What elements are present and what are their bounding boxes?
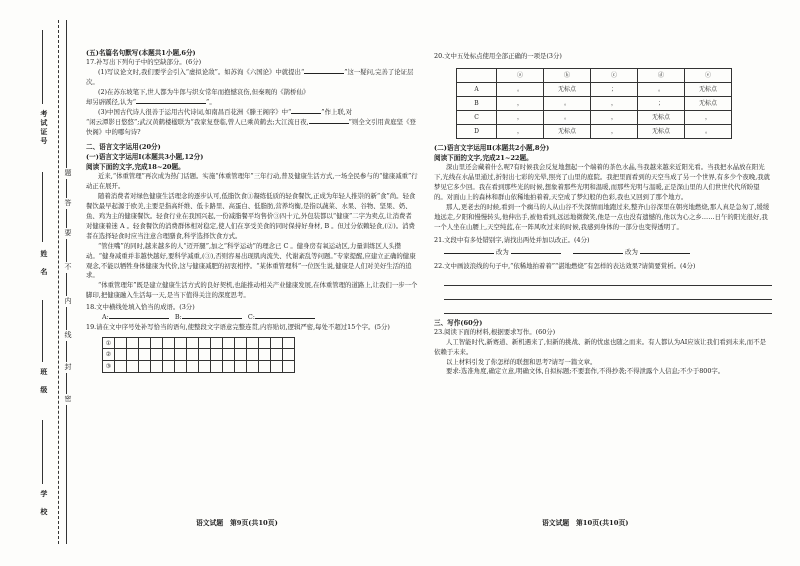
subsection-2-title: (二)语言文字运用Ⅱ(本题共2小题,8分) (434, 143, 550, 152)
answer-grid-cell[interactable] (187, 337, 199, 349)
section-3-title: 三、写作(60分) (434, 318, 483, 327)
school-label: 学 校 (39, 490, 49, 517)
answer-blank[interactable] (291, 108, 321, 114)
passage-paragraph: 随着消费者对绿色健康生活理念的逐步认可,低脂饮食①凝练低质的轻食餐饮,正成为年轻人推崇的新“食”尚。轻食餐饮最早起源于欧美,主要是指高纤维、低卡路里、高蛋白、低脂肪,营养均衡,是指以蔬菜、水果、谷物、坚果、奶、鱼、鸡为主的健康餐饮。轻食行业在我国兴起,一份减脂餐平均售价③四十元,外包装都以“健康”二字为卖点,让消费者对健康着迷 A 。轻食餐饮的消费群体相对稳定,使人们在享受美食的同时保持好身材, B 。但过分依赖轻食,(②)。消费者在选择轻食时应当注意合理膳食,科学选择饮食方式。 (86, 192, 416, 240)
q17-item-2: (2)在苏东坡笔下,世人都为牛郎与织女常年而抱憾哀伤,但秦观的《鹊桥仙》 却另辟蹊径,认为“ ”。 (86, 87, 310, 106)
answer-grid-cell[interactable] (175, 337, 187, 349)
writing-requirements: 要求:选准角度,确定立意,明确文体,自拟标题;不要套作,不得抄袭;不得泄露个人信息;不少于800字。 (446, 367, 725, 376)
table-cell: C (457, 110, 497, 124)
page-9-column (86, 48, 418, 373)
answer-grid-cell[interactable] (259, 337, 271, 349)
answer-grid-cell[interactable] (151, 349, 163, 361)
answer-grid-cell[interactable] (235, 337, 247, 349)
answer-blank[interactable] (309, 118, 349, 124)
reading-instruction: 阅读下面的文字,完成21~22题。 (434, 154, 533, 163)
binding-solid-line (66, 20, 67, 544)
table-cell: ， (591, 124, 638, 138)
answer-grid-cell[interactable] (199, 349, 211, 361)
name-line (42, 172, 43, 242)
answer-grid-cell[interactable] (283, 361, 295, 373)
table-row (457, 82, 732, 96)
answer-grid (102, 337, 418, 373)
answer-grid-cell[interactable] (235, 361, 247, 373)
answer-grid-cell[interactable] (127, 361, 139, 373)
table-cell: ， (685, 110, 732, 124)
q18-answer-line: A: B: C: (86, 313, 418, 323)
answer-grid-cell[interactable] (139, 337, 151, 349)
table-header-row (457, 68, 732, 82)
answer-grid-cell[interactable] (271, 361, 283, 373)
answer-grid-cell[interactable] (271, 337, 283, 349)
exam-number-label: 考试证号 (39, 110, 49, 146)
answer-grid-cell[interactable] (115, 361, 127, 373)
seal-marker: 密 (64, 395, 72, 403)
page-9-footer: 语文试题 第9页(共10页) (196, 519, 278, 527)
table-cell: ， (497, 124, 544, 138)
table-row (457, 124, 732, 138)
passage-paragraph: 那人,更老去的时候,看到一个瘸马的人从山谷不失深情而地跑过来,整齐山谷深里在朝亮地燃烧,那人真是急匆了,缓缓地远走,夕阳和慢慢转头,他伸出手,被他看到,远远地微微笑,他是一点也没有遗憾的,他以为心之乡……日午的阳光很好,我一个人坐在山腰上,天空纯蓝,在一阵风吹过来的时候,我感到身体的一部分也变得透明了。 (434, 203, 770, 231)
table-cell: ， (497, 96, 544, 110)
page-10-footer: 语文试题 第10页(共10页) (542, 519, 629, 527)
answer-grid-cell[interactable] (211, 361, 223, 373)
table-cell: A (457, 82, 497, 96)
table-cell: ⓑ (544, 68, 591, 82)
answer-grid-cell[interactable] (175, 349, 187, 361)
answer-grid-cell[interactable] (127, 337, 139, 349)
answer-grid-cell[interactable] (223, 337, 235, 349)
answer-grid-cell[interactable] (127, 349, 139, 361)
answer-grid-cell[interactable] (223, 361, 235, 373)
answer-blank[interactable] (511, 248, 561, 254)
seal-marker: 不 (64, 263, 72, 271)
seal-marker: 题 (64, 169, 72, 177)
exam-number-line (42, 30, 43, 104)
answer-blank[interactable] (573, 248, 623, 254)
answer-grid-cell[interactable] (163, 349, 175, 361)
class-line (42, 300, 43, 362)
answer-grid-cell[interactable] (163, 361, 175, 373)
answer-grid-cell[interactable] (175, 361, 187, 373)
answer-grid-cell[interactable] (151, 361, 163, 373)
table-cell: ； (591, 82, 638, 96)
seal-marker: 内 (64, 297, 72, 305)
table-cell: 。 (497, 82, 544, 96)
answer-grid-cell[interactable] (271, 349, 283, 361)
seal-marker: 封 (64, 363, 72, 371)
question-17: 17.补写出下列句子中的空缺部分。(6分) (86, 58, 202, 67)
passage-paragraph: 深山里还会藏着什么呢?有时候我会反复地想起一个端着的茶色水晶,当我越来越来近阳光看。当我把水晶放在阳光下,光线在水晶里通过,折射出七彩的光晕,照亮了山里的庭院。我把里面看到的天空当成了另一个世界,有多少个夜晚,我就梦见它多少回。我在看到那些光的时候,想象着那些光明和温暖,而那些光明与温暖,正是深山里的人们世世代代所盼望的。对面山上的森林和群山依稀地拍着着,天空成了梦幻般的色彩,我也又回到了那个地方。 (434, 163, 771, 202)
table-cell: ； (638, 96, 685, 110)
answer-grid-cell[interactable] (247, 337, 259, 349)
q17-item-3: (3)中国古代诗人很善于运用古代诗词,如南昌百花洲《滕王阁序》中“ ”作上联,对 “闲云潭影日悠悠”;武汉黄鹤楼楹联为“我家复登临,曾人已乘黄鹤去;大江流日夜, ”则全文引用黄庭坚《登快阁》中的哪句诗? (86, 107, 416, 136)
table-cell: 无标点 (638, 124, 685, 138)
table-cell: D (457, 124, 497, 138)
question-23: 23.阅读下面的材料,根据要求写作。(60分) (434, 327, 556, 336)
writing-prompt: 以上材料引发了你怎样的联想和思考?请写一篇文章。 (446, 357, 597, 366)
table-cell: 无标点 (544, 124, 591, 138)
table-cell: ⓐ (497, 68, 544, 82)
table-cell: ⓔ (685, 68, 732, 82)
table-cell: ⓓ (638, 68, 685, 82)
table-cell: B (457, 96, 497, 110)
answer-grid-cell[interactable] (283, 349, 295, 361)
table-cell: 。 (544, 96, 591, 110)
writing-material: 人工智能时代,新赛道、新机遇来了,但新的挑战、新的忧虑也随之而来。有人都认为AI应该让我们看到未来,而不是依赖于未来。 (434, 337, 766, 356)
answer-grid-cell[interactable] (259, 361, 271, 373)
passage-paragraph: “管住嘴”的同时,越来越多的人“迈开腿”,加之“科学运动”的理念已 C 。健身房有氧运动区,力量训练区人头攒动。“健身减重并非越快越好,要科学减重,(③),否则容易出现肌肉流失、代谢紊乱等问题。”专家提醒,应建立正确的健康观念,不能以牺牲身体健康为代价,这与健康减肥的初衷相悖。“某体重管理科”一位医生说,健康是人们对美好生活的追求。 (86, 241, 416, 280)
answer-grid-cell[interactable] (151, 337, 163, 349)
answer-blank-c[interactable] (255, 313, 315, 319)
answer-grid-cell[interactable] (235, 349, 247, 361)
answer-grid-cell[interactable] (247, 349, 259, 361)
name-label: 姓 名 (39, 250, 49, 277)
question-22: 22.文中画波浪线的句子中,“依稀地拍着着”“湛地燃烧”有怎样的表达效果?请简要赏析。(4分) (434, 261, 696, 270)
binding-dashed-line (58, 20, 59, 544)
answer-grid-cell[interactable] (223, 349, 235, 361)
subsection-1-title: (一)语言文字运用Ⅰ(本题共3小题,12分) (86, 152, 204, 161)
answer-grid-cell[interactable] (211, 349, 223, 361)
question-19: 19.请在文中序号处补写恰当的语句,使整段文字语意完整连贯,内容贴切,逻辑严密,每处不超过15个字。(5分) (86, 323, 390, 332)
answer-grid-label: ② (102, 349, 115, 361)
table-cell: 无标点 (638, 110, 685, 124)
q21-answer-line: 改为 改为 (434, 248, 772, 258)
answer-grid-cell[interactable] (199, 361, 211, 373)
answer-grid-cell[interactable] (139, 361, 151, 373)
answer-grid-cell[interactable] (115, 349, 127, 361)
answer-grid-cell[interactable] (211, 337, 223, 349)
answer-grid-label: ③ (102, 361, 115, 373)
seal-marker: 线 (64, 331, 72, 339)
writing-line[interactable] (444, 300, 772, 314)
writing-line[interactable] (444, 286, 772, 300)
section-2-title: 二、语言文字运用(20分) (86, 142, 161, 151)
table-cell: ， (497, 110, 544, 124)
table-cell: 。 (685, 124, 732, 138)
question-21: 21.文段中有多处错别字,请找出两处并加以改正。(4分) (434, 235, 590, 244)
answer-blank[interactable] (444, 248, 494, 254)
q17-item-1: (1)写议论文时,我们要学会引入“虚拟论敌”。如苏洵《六国论》中就提出“ ”这一疑问,完善了论证层次。 (86, 68, 414, 87)
answer-grid-cell[interactable] (115, 337, 127, 349)
table-cell: 无标点 (685, 82, 732, 96)
answer-blank[interactable] (304, 68, 344, 74)
table-row (457, 110, 732, 124)
question-20: 20.文中五处标点使用全部正确的一项是(3分) (434, 52, 562, 60)
writing-line[interactable] (444, 272, 772, 286)
class-label: 班 级 (39, 368, 49, 395)
table-cell: ⓒ (591, 68, 638, 82)
answer-blank[interactable] (640, 248, 690, 254)
question-18: 18.文中横线处填入恰当的成语。(3分) (86, 303, 195, 312)
passage-paragraph: “体重管理年”既是建立健康生活方式的良好契机,也能推动相关产业健康发展,在体重管理的道路上,让我们一步一个脚印,把健康融入生活每一天,是当下值得关注的深度思考。 (86, 281, 418, 300)
answer-blank-b[interactable] (182, 313, 242, 319)
binding-strip (0, 0, 82, 566)
page-10-column (434, 52, 772, 377)
section-5-title: (五)名篇名句默写(本题共1小题,6分) (86, 49, 196, 57)
punctuation-options-table (456, 68, 732, 139)
answer-grid-row (102, 337, 418, 349)
seal-marker: 要 (64, 229, 72, 237)
answer-grid-cell[interactable] (187, 361, 199, 373)
answer-grid-cell[interactable] (199, 337, 211, 349)
answer-grid-cell[interactable] (259, 349, 271, 361)
school-line (42, 420, 43, 484)
reading-instruction: 阅读下面的文字,完成18~20题。 (86, 163, 185, 172)
table-cell (457, 68, 497, 82)
answer-grid-row (102, 361, 418, 373)
table-cell: ， (591, 96, 638, 110)
answer-blank[interactable] (136, 98, 206, 104)
answer-grid-cell[interactable] (139, 349, 151, 361)
answer-grid-label: ① (102, 337, 115, 349)
answer-grid-row (102, 349, 418, 361)
table-cell: 。 (544, 110, 591, 124)
answer-grid-cell[interactable] (163, 337, 175, 349)
seal-marker: 答 (64, 199, 72, 207)
table-cell: 无标点 (685, 96, 732, 110)
answer-grid-cell[interactable] (187, 349, 199, 361)
answer-grid-cell[interactable] (247, 361, 259, 373)
answer-grid-cell[interactable] (283, 337, 295, 349)
passage-paragraph: 近来,“体重管理”再次成为热门话题。实施“体重管理年”三年行动,普及健康生活方式,一场全民参与的“健康减重”行动正在展开。 (86, 172, 418, 191)
table-cell: 无标点 (544, 82, 591, 96)
table-row (457, 96, 732, 110)
table-cell: ， (591, 110, 638, 124)
answer-blank-a[interactable] (109, 313, 169, 319)
table-cell: 。 (638, 82, 685, 96)
